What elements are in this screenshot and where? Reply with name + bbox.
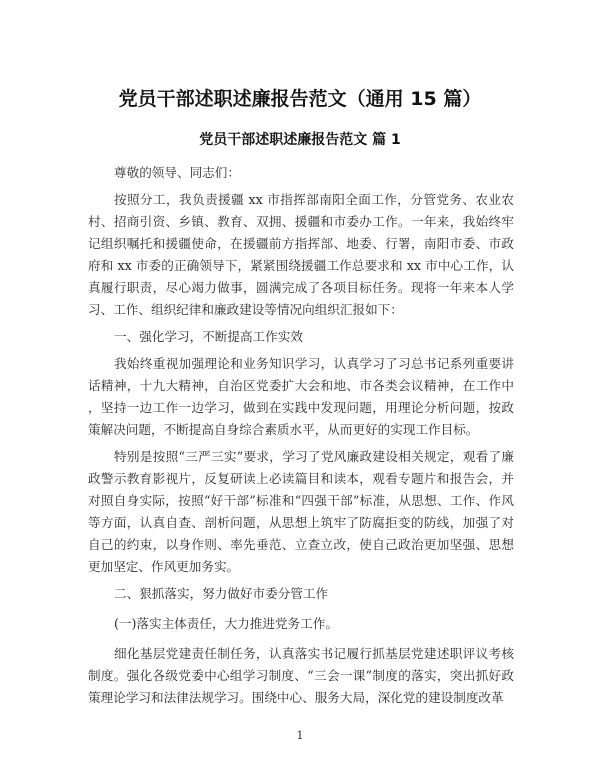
paragraph-line: 等方面，认真自查、剖析问题，从思想上筑牢了防腐拒变的防线，加强了对 bbox=[88, 515, 514, 530]
paragraph-line: (一)落实主体责任，大力推进党务工作。 bbox=[114, 616, 338, 631]
paragraph-line: 对照自身实际，按照“好干部”标准和“四强干部”标准，从思想、工作、作风 bbox=[88, 493, 514, 508]
paragraph-line: 政警示教育影视片，反复研读上必读篇目和读本，观看专题片和报告会，并 bbox=[88, 471, 514, 486]
paragraph-line: 制度。强化各级党委中心组学习制度、“三会一课”制度的落实，突出抓好政 bbox=[88, 668, 514, 683]
paragraph-line: 村、招商引资、乡镇、教育、双拥、援疆和市委办工作。一年来，我始终牢 bbox=[88, 214, 514, 229]
paragraph-line: 我始终重视加强理论和业务知识学习，认真学习了习总书记系列重要讲 bbox=[114, 356, 514, 371]
paragraph-line: 更加坚定、作风更加务实。 bbox=[88, 559, 240, 574]
paragraph bbox=[88, 162, 514, 184]
paragraph-line: 话精神，十九大精神，自治区党委扩大会和地、市各类会议精神，在工作中 bbox=[88, 378, 514, 393]
paragraph bbox=[88, 613, 514, 635]
paragraph-line: 习、工作、组织纪律和廉政建设等情况向组织汇报如下： bbox=[88, 302, 403, 317]
document-subtitle: 党员干部述职述廉报告范文 篇 1 bbox=[199, 132, 401, 148]
document-title: 党员干部述职述廉报告范文（通用 15 篇） bbox=[118, 88, 482, 110]
paragraph bbox=[88, 189, 514, 321]
paragraph-line: 尊敬的领导、同志们： bbox=[114, 165, 240, 180]
paragraph-line: 自己的约束，以身作则、率先垂范、立查立改，使自己政治更加坚强、思想 bbox=[88, 537, 514, 552]
paragraph-line: 策解决问题，不断提高自身综合素质水平，从而更好的实现工作目标。 bbox=[88, 422, 479, 437]
document-body bbox=[88, 162, 514, 712]
page-number: 1 bbox=[296, 729, 304, 742]
paragraph bbox=[88, 643, 514, 709]
paragraph-line: 记组织嘱托和援疆使命，在援疆前方指挥部、地委、行署，南阳市委、市政 bbox=[88, 236, 514, 251]
paragraph bbox=[88, 326, 514, 348]
paragraph-line: 二、狠抓落实，努力做好市委分管工作 bbox=[114, 586, 329, 601]
paragraph bbox=[88, 446, 514, 578]
paragraph bbox=[88, 353, 514, 441]
paragraph-line: 策理论学习和法律法规学习。围绕中心、服务大局，深化党的建设制度改革 bbox=[88, 690, 504, 705]
paragraph-line: 真履行职责，尽心竭力做事，圆满完成了各项目标任务。现将一年来本人学 bbox=[88, 280, 514, 295]
paragraph-line: 一、强化学习，不断提高工作实效 bbox=[114, 329, 303, 344]
paragraph bbox=[88, 583, 514, 605]
paragraph-line: ，坚持一边工作一边学习，做到在实践中发现问题，用理论分析问题，按政 bbox=[88, 400, 514, 415]
paragraph-line: 细化基层党建责任制任务，认真落实书记履行抓基层党建述职评议考核 bbox=[114, 646, 514, 661]
paragraph-line: 特别是按照“三严三实”要求，学习了党风廉政建设相关规定，观看了廉 bbox=[114, 449, 514, 464]
paragraph-line: 按照分工，我负责援疆 xx 市指挥部南阳全面工作，分管党务、农业农 bbox=[114, 192, 514, 207]
paragraph-line: 府和 xx 市委的正确领导下，紧紧围绕援疆工作总要求和 xx 市中心工作，认 bbox=[88, 258, 514, 273]
